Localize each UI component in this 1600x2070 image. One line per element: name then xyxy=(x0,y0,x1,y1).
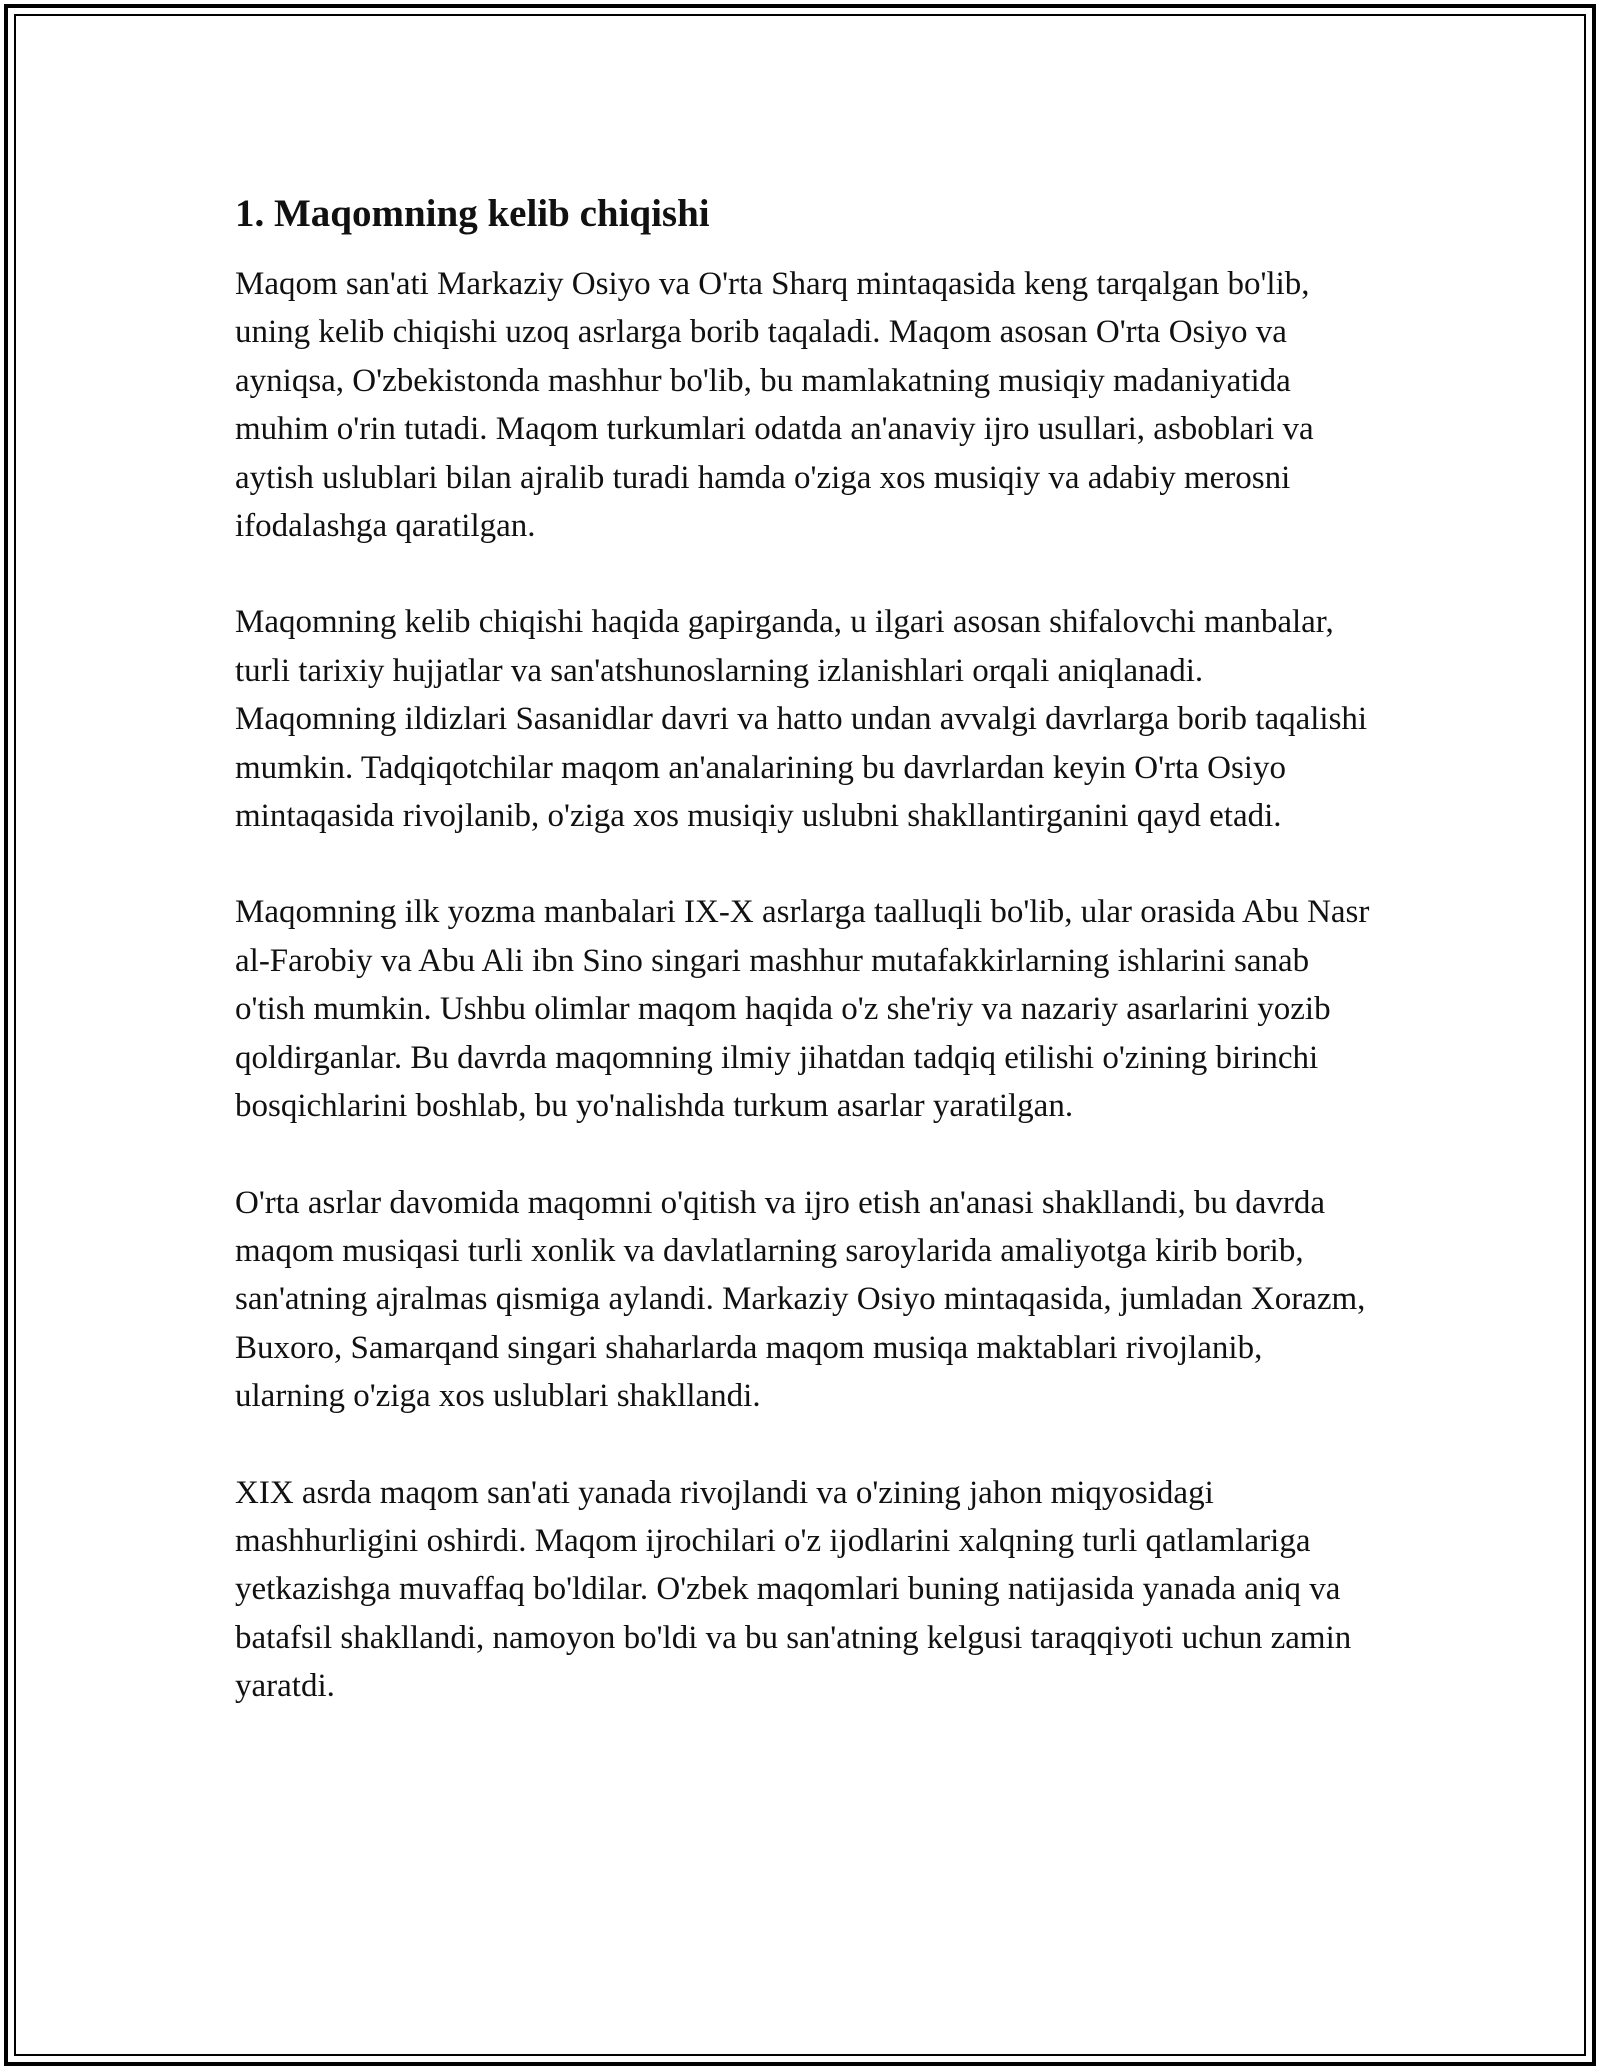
document-body xyxy=(235,188,1370,1759)
paragraph-early-written-sources: Maqomning ilk yozma manbalari IX-X asrlarga taalluqli bo'lib, ular orasida Abu Nasr al-Farobiy va Abu Ali ibn Sino singari mashhur mutafakkirlarning ishlarini sanab o'tish mumkin. Ushbu olimlar maqom haqida o'z she'riy va nazariy asarlarini yozib qoldirganlar. Bu davrda maqomning ilmiy jihatdan tadqiq etilishi o'zining birinchi bosqichlarini boshlab, bu yo'nalishda turkum asarlar yaratilgan. xyxy=(235,894,1370,1125)
paragraph-middle-ages: O'rta asrlar davomida maqomni o'qitish va ijro etish an'anasi shakllandi, bu davrda maqom musiqasi turli xonlik va davlatlarning saroylarida amaliyotga kirib borib, san'atning ajralmas qismiga aylandi. Markaziy Osiyo mintaqasida, jumladan Xorazm, Buxoro, Samarqand singari shaharlarda maqom musiqa maktablari rivojlanib, ularning o'ziga xos uslublari shakllandi. xyxy=(235,1184,1366,1415)
section-heading: 1. Maqomning kelib chiqishi xyxy=(235,192,710,235)
paragraph-origins: Maqom san'ati Markaziy Osiyo va O'rta Sharq mintaqasida keng tarqalgan bo'lib, uning kelib chiqishi uzoq asrlarga borib taqaladi. Maqom asosan O'rta Osiyo va ayniqsa, O'zbekistonda mashhur bo'lib, bu mamlakatning musiqiy madaniyatida muhim o'rin tutadi. Maqom turkumlari odatda an'anaviy ijro usullari, asboblari va aytish uslublari bilan ajralib turadi hamda o'ziga xos musiqiy va adabiy merosni ifodalashga qaratilgan. xyxy=(235,266,1314,545)
paragraph-sources: Maqomning kelib chiqishi haqida gapirganda, u ilgari asosan shifalovchi manbalar, turli tarixiy hujjatlar va san'atshunoslarning izlanishlari orqali aniqlanadi. Maqomning ildizlari Sasanidlar davri va hatto undan avvalgi davrlarga borib taqalishi mumkin. Tadqiqotchilar maqom an'analarining bu davrlardan keyin O'rta Osiyo mintaqasida rivojlanib, o'ziga xos musiqiy uslubni shakllantirganini qayd etadi. xyxy=(235,604,1368,835)
paragraph-nineteenth-century: XIX asrda maqom san'ati yanada rivojlandi va o'zining jahon miqyosidagi mashhurligini oshirdi. Maqom ijrochilari o'z ijodlarini xalqning turli qatlamlariga yetkazishga muvaffaq bo'ldilar. O'zbek maqomlari buning natijasida yanada aniq va batafsil shakllandi, namoyon bo'ldi va bu san'atning kelgusi taraqqiyoti uchun zamin yaratdi. xyxy=(235,1474,1352,1705)
